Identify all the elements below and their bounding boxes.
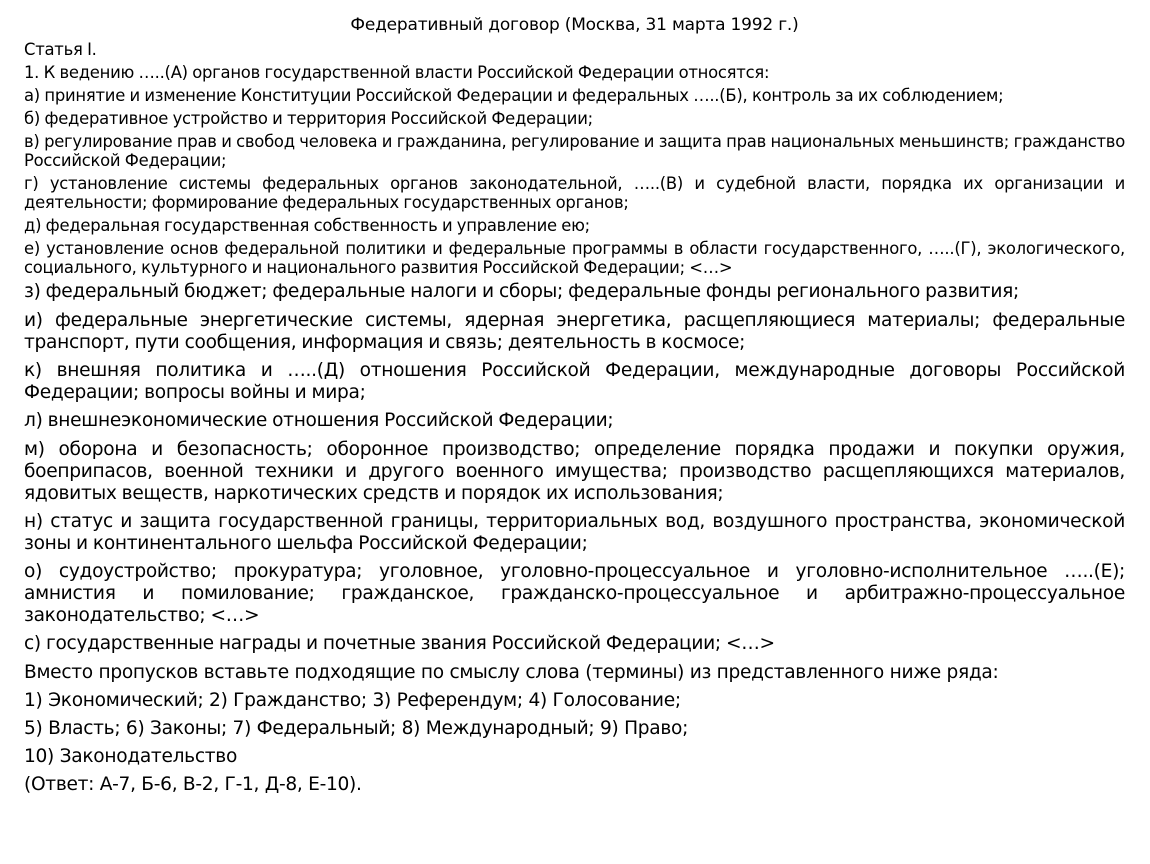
item-v: в) регулирование прав и свобод человека и гражданина, регулирование и защита прав национальных меньшинств; гражданство Российской Федерации; — [24, 132, 1125, 170]
article-heading: Статья I. — [24, 40, 97, 59]
item-s: с) государственные награды и почетные звания Российской Федерации; <…> — [24, 633, 775, 654]
item-a: а) принятие и изменение Конституции Российской Федерации и федеральных …..(Б), контроль за их соблюдением; — [24, 86, 1004, 105]
options-line-3: 10) Законодательство — [24, 746, 238, 767]
item-k: к) внешняя политика и …..(Д) отношения Российской Федерации, международные договоры Российской Федерации; вопросы войны и мира; — [24, 360, 1125, 403]
article-large-section — [24, 281, 1125, 655]
options-line-2: 5) Власть; 6) Законы; 7) Федеральный; 8) Международный; 9) Право; — [24, 718, 689, 739]
item-m: м) оборона и безопасность; оборонное производство; определение порядка продажи и покупки оружия, боеприпасов, военной техники и другого военного имущества; производство расщепляющихся материалов, ядовитых веществ, наркотических средств и порядок их использования; — [24, 439, 1125, 504]
item-z: з) федеральный бюджет; федеральные налоги и сборы; федеральные фонды регионального развития; — [24, 281, 1019, 302]
article-small-section — [24, 40, 1125, 277]
item-e: е) установление основ федеральной политики и федеральные программы в области государственного, …..(Г), экологического, социального, культурного и национального развития Российской Федерации; <…> — [24, 239, 1125, 277]
task-section — [24, 662, 1125, 796]
item-d: д) федеральная государственная собственность и управление ею; — [24, 216, 590, 235]
task-instruction: Вместо пропусков вставьте подходящие по смыслу слова (термины) из представленного ниже ряда: — [24, 662, 999, 683]
item-n: н) статус и защита государственной границы, территориальных вод, воздушного пространства, экономической зоны и континентального шельфа Российской Федерации; — [24, 511, 1125, 554]
article-intro: 1. К ведению …..(А) органов государственной власти Российской Федерации относятся: — [24, 63, 770, 82]
item-g: г) установление системы федеральных органов законодательной, …..(В) и судебной власти, порядка их организации и деятельности; формирование федеральных государственных органов; — [24, 174, 1125, 212]
item-i: и) федеральные энергетические системы, ядерная энергетика, расщепляющиеся материалы; федеральные транспорт, пути сообщения, информация и связь; деятельность в космосе; — [24, 310, 1125, 353]
item-o: о) судоустройство; прокуратура; уголовное, уголовно-процессуальное и уголовно-исполнительное …..(Е); амнистия и помилование; гражданское, гражданско-процессуальное и арбитражно-процессуальное законодательство; <…> — [24, 561, 1125, 626]
answer-key: (Ответ: А-7, Б-6, В-2, Г-1, Д-8, Е-10). — [24, 774, 362, 795]
document-title: Федеративный договор (Москва, 31 марта 1992 г.) — [350, 15, 799, 35]
item-b: б) федеративное устройство и территория Российской Федерации; — [24, 109, 593, 128]
document-page — [24, 12, 1125, 802]
options-line-1: 1) Экономический; 2) Гражданство; 3) Референдум; 4) Голосование; — [24, 690, 681, 711]
item-l: л) внешнеэкономические отношения Российской Федерации; — [24, 410, 614, 431]
